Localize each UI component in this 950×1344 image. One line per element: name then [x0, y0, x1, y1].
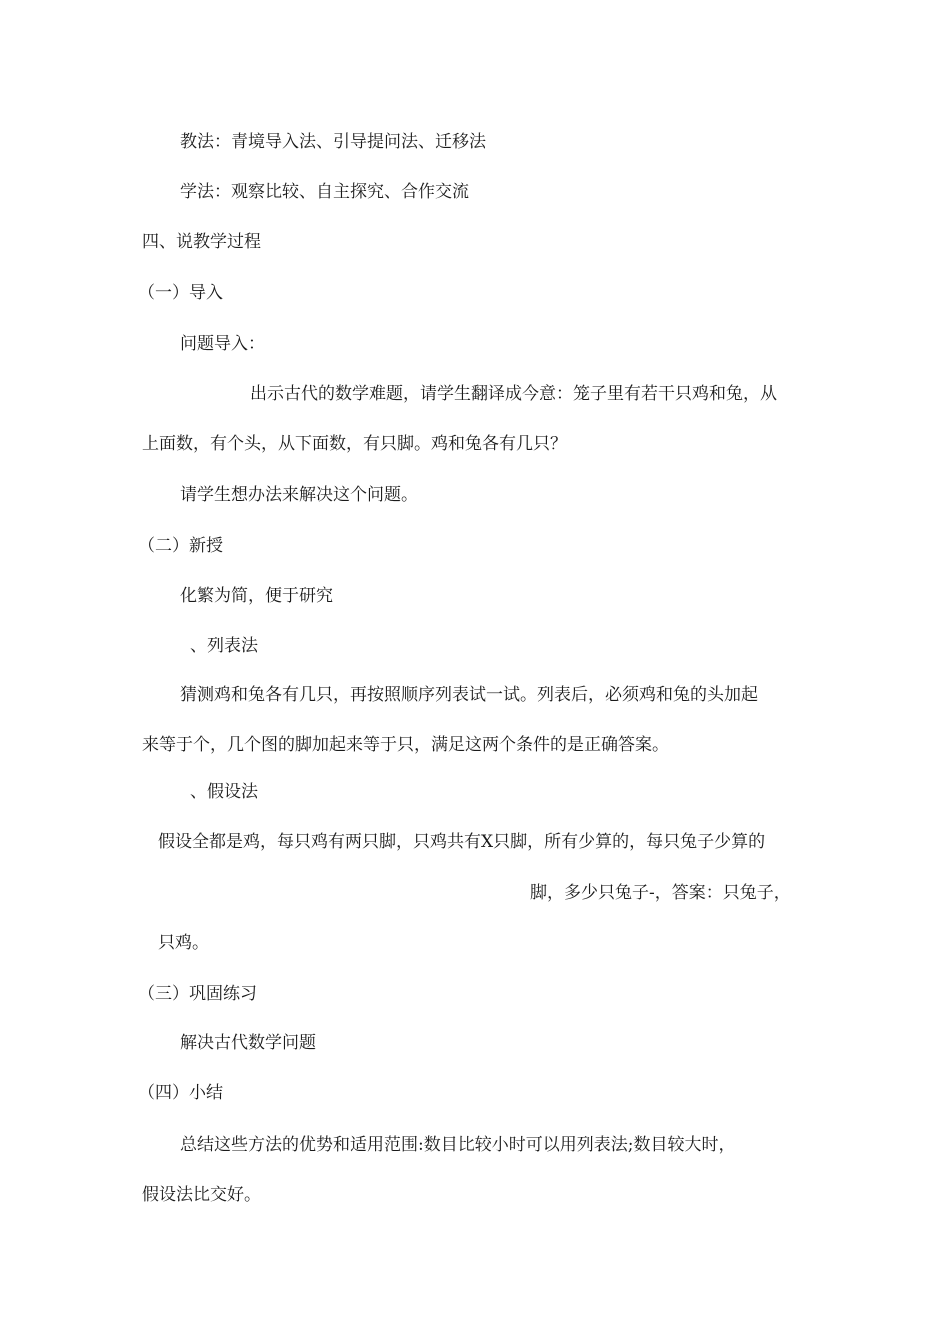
- problem-text-line-2: 上面数，有个头，从下面数，有只脚。鸡和兔各有几只？: [142, 434, 567, 454]
- practice-text-line: 解决古代数学问题: [180, 1033, 316, 1053]
- list-method-text-line-1: 猜测鸡和兔各有几只，再按照顺序列表试一试。列表后，必须鸡和兔的头加起: [180, 685, 758, 705]
- subsection-heading-new-lesson: （二）新授: [138, 536, 223, 556]
- section-heading-teaching-process: 四、说教学过程: [142, 232, 261, 252]
- teaching-method-line: 教法：青境导入法、引导提问法、迁移法: [180, 132, 486, 152]
- subsection-heading-introduction: （一）导入: [138, 283, 223, 303]
- learning-method-line: 学法：观察比较、自主探究、合作交流: [180, 182, 469, 202]
- subsection-heading-practice: （三）巩固练习: [138, 984, 257, 1004]
- summary-text-line-2: 假设法比交好。: [142, 1185, 261, 1205]
- solve-prompt-line: 请学生想办法来解决这个问题。: [180, 485, 418, 505]
- question-intro-line: 问题导入：: [180, 334, 265, 354]
- assumption-method-heading: 、假设法: [190, 782, 258, 802]
- list-method-text-line-2: 来等于个，几个图的脚加起来等于只，满足这两个条件的是正确答案。: [142, 735, 669, 755]
- subsection-heading-summary: （四）小结: [138, 1083, 223, 1103]
- problem-text-line-1: 出示古代的数学难题，请学生翻译成今意：笼子里有若干只鸡和兔，从: [250, 384, 777, 404]
- list-method-heading: 、列表法: [190, 636, 258, 656]
- assumption-text-line-1: 假设全都是鸡，每只鸡有两只脚，只鸡共有X只脚，所有少算的，每只兔子少算的: [158, 832, 766, 852]
- summary-text-line-1: 总结这些方法的优势和适用范围:数目比较小时可以用列表法;数目较大时，: [180, 1135, 736, 1155]
- assumption-text-line-2: 脚，多少只兔子-，答案：只兔子，: [530, 883, 791, 903]
- assumption-text-line-3: 只鸡。: [158, 933, 209, 953]
- simplify-line: 化繁为简，便于研究: [180, 586, 333, 606]
